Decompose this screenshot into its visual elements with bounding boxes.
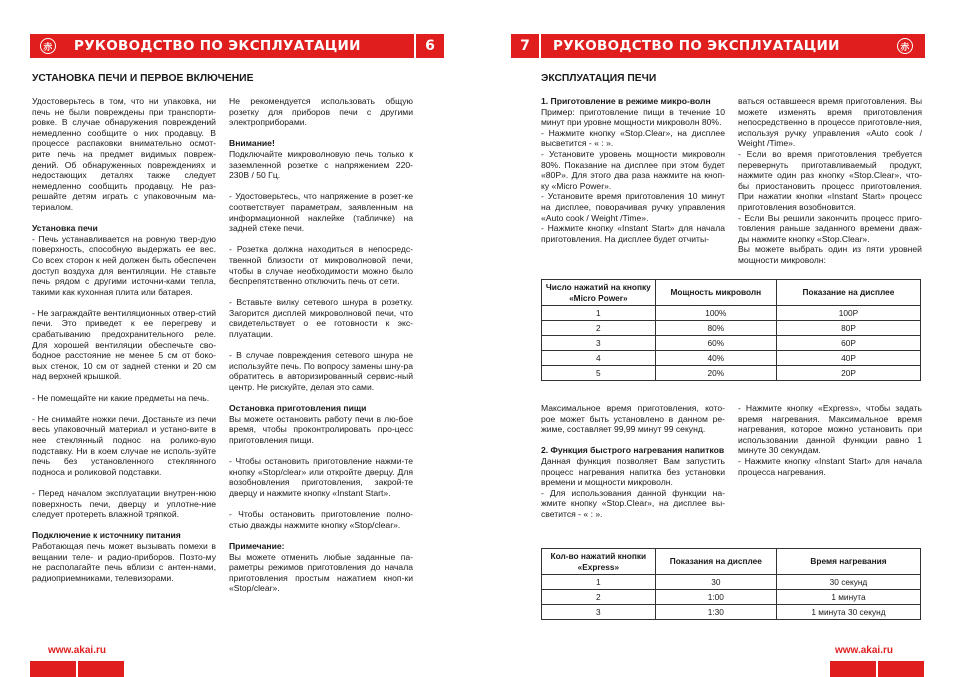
table-header-row [542,549,921,575]
table-cell: 60% [655,336,776,351]
paragraph-gap [229,128,413,139]
paragraph: - Для использования данной функции на-жмите кнопку «Stop.Clear», на дисплее вы-светится - « : ». [541,487,725,519]
table-cell: 20P [776,366,920,381]
paragraph-gap [229,530,413,541]
paragraph-gap [229,499,413,510]
table-cell: 100% [655,306,776,321]
paragraph: - Установите время приготовления 10 минут на дисплее, поворачивая ручку управления «Auto cook / Weight /Time». [541,191,725,223]
subheading: Установка печи [32,223,98,234]
paragraph: - Чтобы остановить приготовление полно-стью дважды нажмите кнопку «Stop/clear». [229,509,413,530]
paragraph-gap [32,297,216,308]
table-cell: 1:30 [655,605,776,620]
paragraph: Вы можете остановить работу печи в лю-бое время, чтобы проконтролировать про-цесс приготовления пищи. [229,413,413,445]
paragraph-gap [32,520,216,531]
table-row [542,366,921,381]
header-bar-left [30,34,414,58]
right-column-4 [738,403,922,477]
subheading: Внимание! [229,138,275,149]
table-row [542,590,921,605]
footer-bar-left-2 [78,661,124,677]
paragraph-gap [229,393,413,404]
paragraph: Данная функция позволяет Вам запустить процесс нагревания напитка без установки времени и мощности микроволн. [541,455,725,488]
paragraph: - Нажмите кнопку «Instant Start» для начала приготовления. На дисплее будет отчиты- [541,223,725,244]
table-cell: 80% [655,321,776,336]
table-header-row [542,280,921,306]
paragraph: - Нажмите кнопку «Stop.Clear», на дисплее высветится - « : ». [541,127,725,149]
express-table [541,548,921,620]
paragraph: Подключайте микроволновую печь только к заземленной розетке с напряжением 220-230В / 50 Гц. [229,148,413,181]
paragraph-gap [229,181,413,192]
paragraph: - Не заграждайте вентиляционных отвер-стий печи. Это приведет к ее перегреву и срабатыванию предохранительного реле. Для хорошей вентиляции обеспечьте сво-бодное расстояние не менее 5 см от боко-вых стенок, 10 см от задней стенки и 20 см над верхней крышкой. [32,307,216,382]
paragraph: - Не снимайте ножки печи. Достаньте из печи весь упаковочный материал и устано-вите в нее стеклянный поднос на ролико-вую подставку. Ни в коем случае не исполь-зуйте печь без установленного стеклянного подноса и роликовой подставки. [32,413,216,477]
left-column-1 [32,96,216,583]
header-title-right: РУКОВОДСТВО ПО ЭКСПЛУАТАЦИИ [553,38,840,54]
subheading: Остановка приготовления пищи [229,403,367,414]
footer-bar-left-1 [30,661,76,677]
table-cell: 3 [542,336,656,351]
paragraph: Удостоверьтесь в том, что ни упаковка, ни печь не были повреждены при транспорти-ровке. В случае обнаружения повреждений немедленно сообщите о них продавцу. В процессе распаковки внимательно осмот-рите печь на предмет видимых повреж-дений. Об обнаруженных повреждениях и недостающих деталях также следует немедленно сообщить продавцу. Не раз-решайте детям играть с упаковочным ма-териалом. [32,96,216,212]
table-cell: 2 [542,590,656,605]
footer-bar-right-1 [830,661,876,677]
paragraph: - Нажмите кнопку «Instant Start» для начала процесса нагревания. [738,455,922,477]
paragraph-gap [32,382,216,393]
table-row [542,351,921,366]
paragraph-gap [229,287,413,298]
table-header-cell: Показания на дисплее [655,549,776,575]
paragraph: - Удостоверьтесь, что напряжение в розет-ке соответствует параметрам, заявленным на информационной наклейке (табличке) на задней стеке печи. [229,191,413,234]
table-cell: 1 [542,306,656,321]
section-title-operation: ЭКСПЛУАТАЦИЯ ПЕЧИ [541,73,657,84]
paragraph: - Если во время приготовления требуется перевернуть приготавливаемый продукт, нажмите один раз кнопку «Stop.Clear», что-бы приостановить процесс приготовления. При нажатии кнопки «Instant Start» процесс приготовления возобновится. [738,148,922,212]
page-number-left: 6 [416,34,444,58]
table-cell: 30 секунд [776,575,920,590]
table-cell: 1:00 [655,590,776,605]
paragraph-gap [32,403,216,414]
akai-logo-icon: 赤 [40,38,56,54]
table-cell: 1 [542,575,656,590]
paragraph-gap [32,213,216,224]
paragraph: - Не помещайте ни какие предметы на печь. [32,392,210,403]
table-header-cell: Число нажатий на кнопку «Micro Power» [542,280,656,306]
paragraph: Вы можете выбрать один из пяти уровней мощности микроволн: [738,244,922,265]
paragraph: Не рекомендуется использовать общую розетку для приборов печи с другими электроприборами. [229,96,413,128]
subheading: 1. Приготовление в режиме микро-волн [541,96,711,106]
paragraph: Вы можете отменить любые заданные па-раметры режимов приготовления до начала приготовления простым нажатием кноп-ки «Stop/clear». [229,551,413,594]
table-cell: 100P [776,306,920,321]
paragraph: - В случае повреждения сетевого шнура не используйте печь. По вопросу замены шну-ра обратитесь в авторизированный сервис-ный центр. Не рискуйте, делая это сами. [229,350,413,393]
table-row [542,306,921,321]
table-cell: 1 минута 30 секунд [776,605,920,620]
paragraph: - Нажмите кнопку «Express», чтобы задать время нагревания. Максимальное время нагревания, которое можно установить при использовании данной функции равно 1 минуте 30 секундам. [738,403,922,456]
paragraph: Пример: приготовление пищи в течение 10 минут при уровне мощности микроволн 80%. [541,106,725,128]
subheading: Примечание: [229,540,285,551]
table-cell: 3 [542,605,656,620]
footer-url-left[interactable]: www.akai.ru [48,645,106,656]
right-column-3 [541,403,725,520]
paragraph-gap [541,435,725,446]
akai-logo-icon: 赤 [897,38,913,54]
table-header-cell: Мощность микроволн [655,280,776,306]
paragraph: ваться оставшееся время приготовления. Вы можете изменять время приготовления непосредственно в процессе приготовле-ния, используя ручку управления «Auto cook / Weight /Time». [738,96,922,149]
paragraph: Максимальное время приготовления, кото-рое может быть установлено в данном ре-жиме, составляет 99,99 минут 99 секунд. [541,403,725,435]
table-cell: 40% [655,351,776,366]
subheading: 2. Функция быстрого нагревания напитков [541,445,725,456]
table-cell: 4 [542,351,656,366]
table-header-cell: Время нагревания [776,549,920,575]
paragraph: - Если Вы решили закончить процесс приго-товления раньше заданного времени дваж-ды нажмите кнопку «Stop.Clear». [738,212,922,244]
table-row [542,321,921,336]
table-cell: 40P [776,351,920,366]
paragraph: - Чтобы остановить приготовление нажми-те кнопку «Stop/clear» или откройте дверцу. Для возобновления приготовления, закрой-те дверцу и нажмите кнопку «Instant Start». [229,456,413,498]
paragraph: - Печь устанавливается на ровную твер-дую поверхность, способную выдержать ее вес. Со всех сторон к ней должен быть обеспечен доступ воздуха для вентиляции. Не ставьте печь рядом с другими источни-ками тепла, такими как кухонная плита или батарея. [32,233,216,297]
table-cell: 5 [542,366,656,381]
paragraph: Работающая печь может вызывать помехи в вещании теле- и радио-приборов. Позто-му не располагайте печь вблизи с антен-нами, радиоприемниками, телевизорами. [32,540,216,583]
paragraph-gap [229,234,413,245]
paragraph: - Установите уровень мощности микроволн 80%. Показание на дисплее при этом будет «80P». Для этого два раза нажмите на кноп-ку «Micro Power». [541,148,725,191]
subheading: Подключение к источнику питания [32,530,181,541]
table-header-cell: Кол-во нажатий кнопки «Express» [542,549,656,575]
paragraph-gap [32,477,216,488]
table-row [542,336,921,351]
right-column-2 [738,96,922,266]
table-cell: 80P [776,321,920,336]
header-title-left: РУКОВОДСТВО ПО ЭКСПЛУАТАЦИИ [74,38,361,54]
micro-power-table [541,279,921,381]
section-title-installation: УСТАНОВКА ПЕЧИ И ПЕРВОЕ ВКЛЮЧЕНИЕ [32,73,254,84]
paragraph: - Розетка должна находиться в непосредс-твенной близости от микроволновой печи, чтобы в случае необходимости можно было беспрепятственно отключить печь от сети. [229,244,413,287]
table-cell: 20% [655,366,776,381]
page-number-right: 7 [511,34,539,58]
left-column-2 [229,96,413,594]
table-cell: 1 минута [776,590,920,605]
table-row [542,575,921,590]
paragraph: - Вставьте вилку сетевого шнура в розетку. Загорится дисплей микроволновой печи, что свидетельствует о ее готовности к экс-плуатации. [229,297,413,340]
paragraph-gap [229,340,413,351]
right-column-1 [541,96,725,244]
paragraph: - Перед началом эксплуатации внутрен-нюю поверхность печи, дверцу и уплотне-ние следует протереть влажной тряпкой. [32,487,216,520]
paragraph-gap [229,446,413,457]
footer-bar-right-2 [878,661,924,677]
table-cell: 30 [655,575,776,590]
table-row [542,605,921,620]
table-cell: 2 [542,321,656,336]
table-cell: 60P [776,336,920,351]
table-header-cell: Показание на дисплее [776,280,920,306]
header-bar-right [541,34,925,58]
footer-url-right[interactable]: www.akai.ru [835,645,893,656]
